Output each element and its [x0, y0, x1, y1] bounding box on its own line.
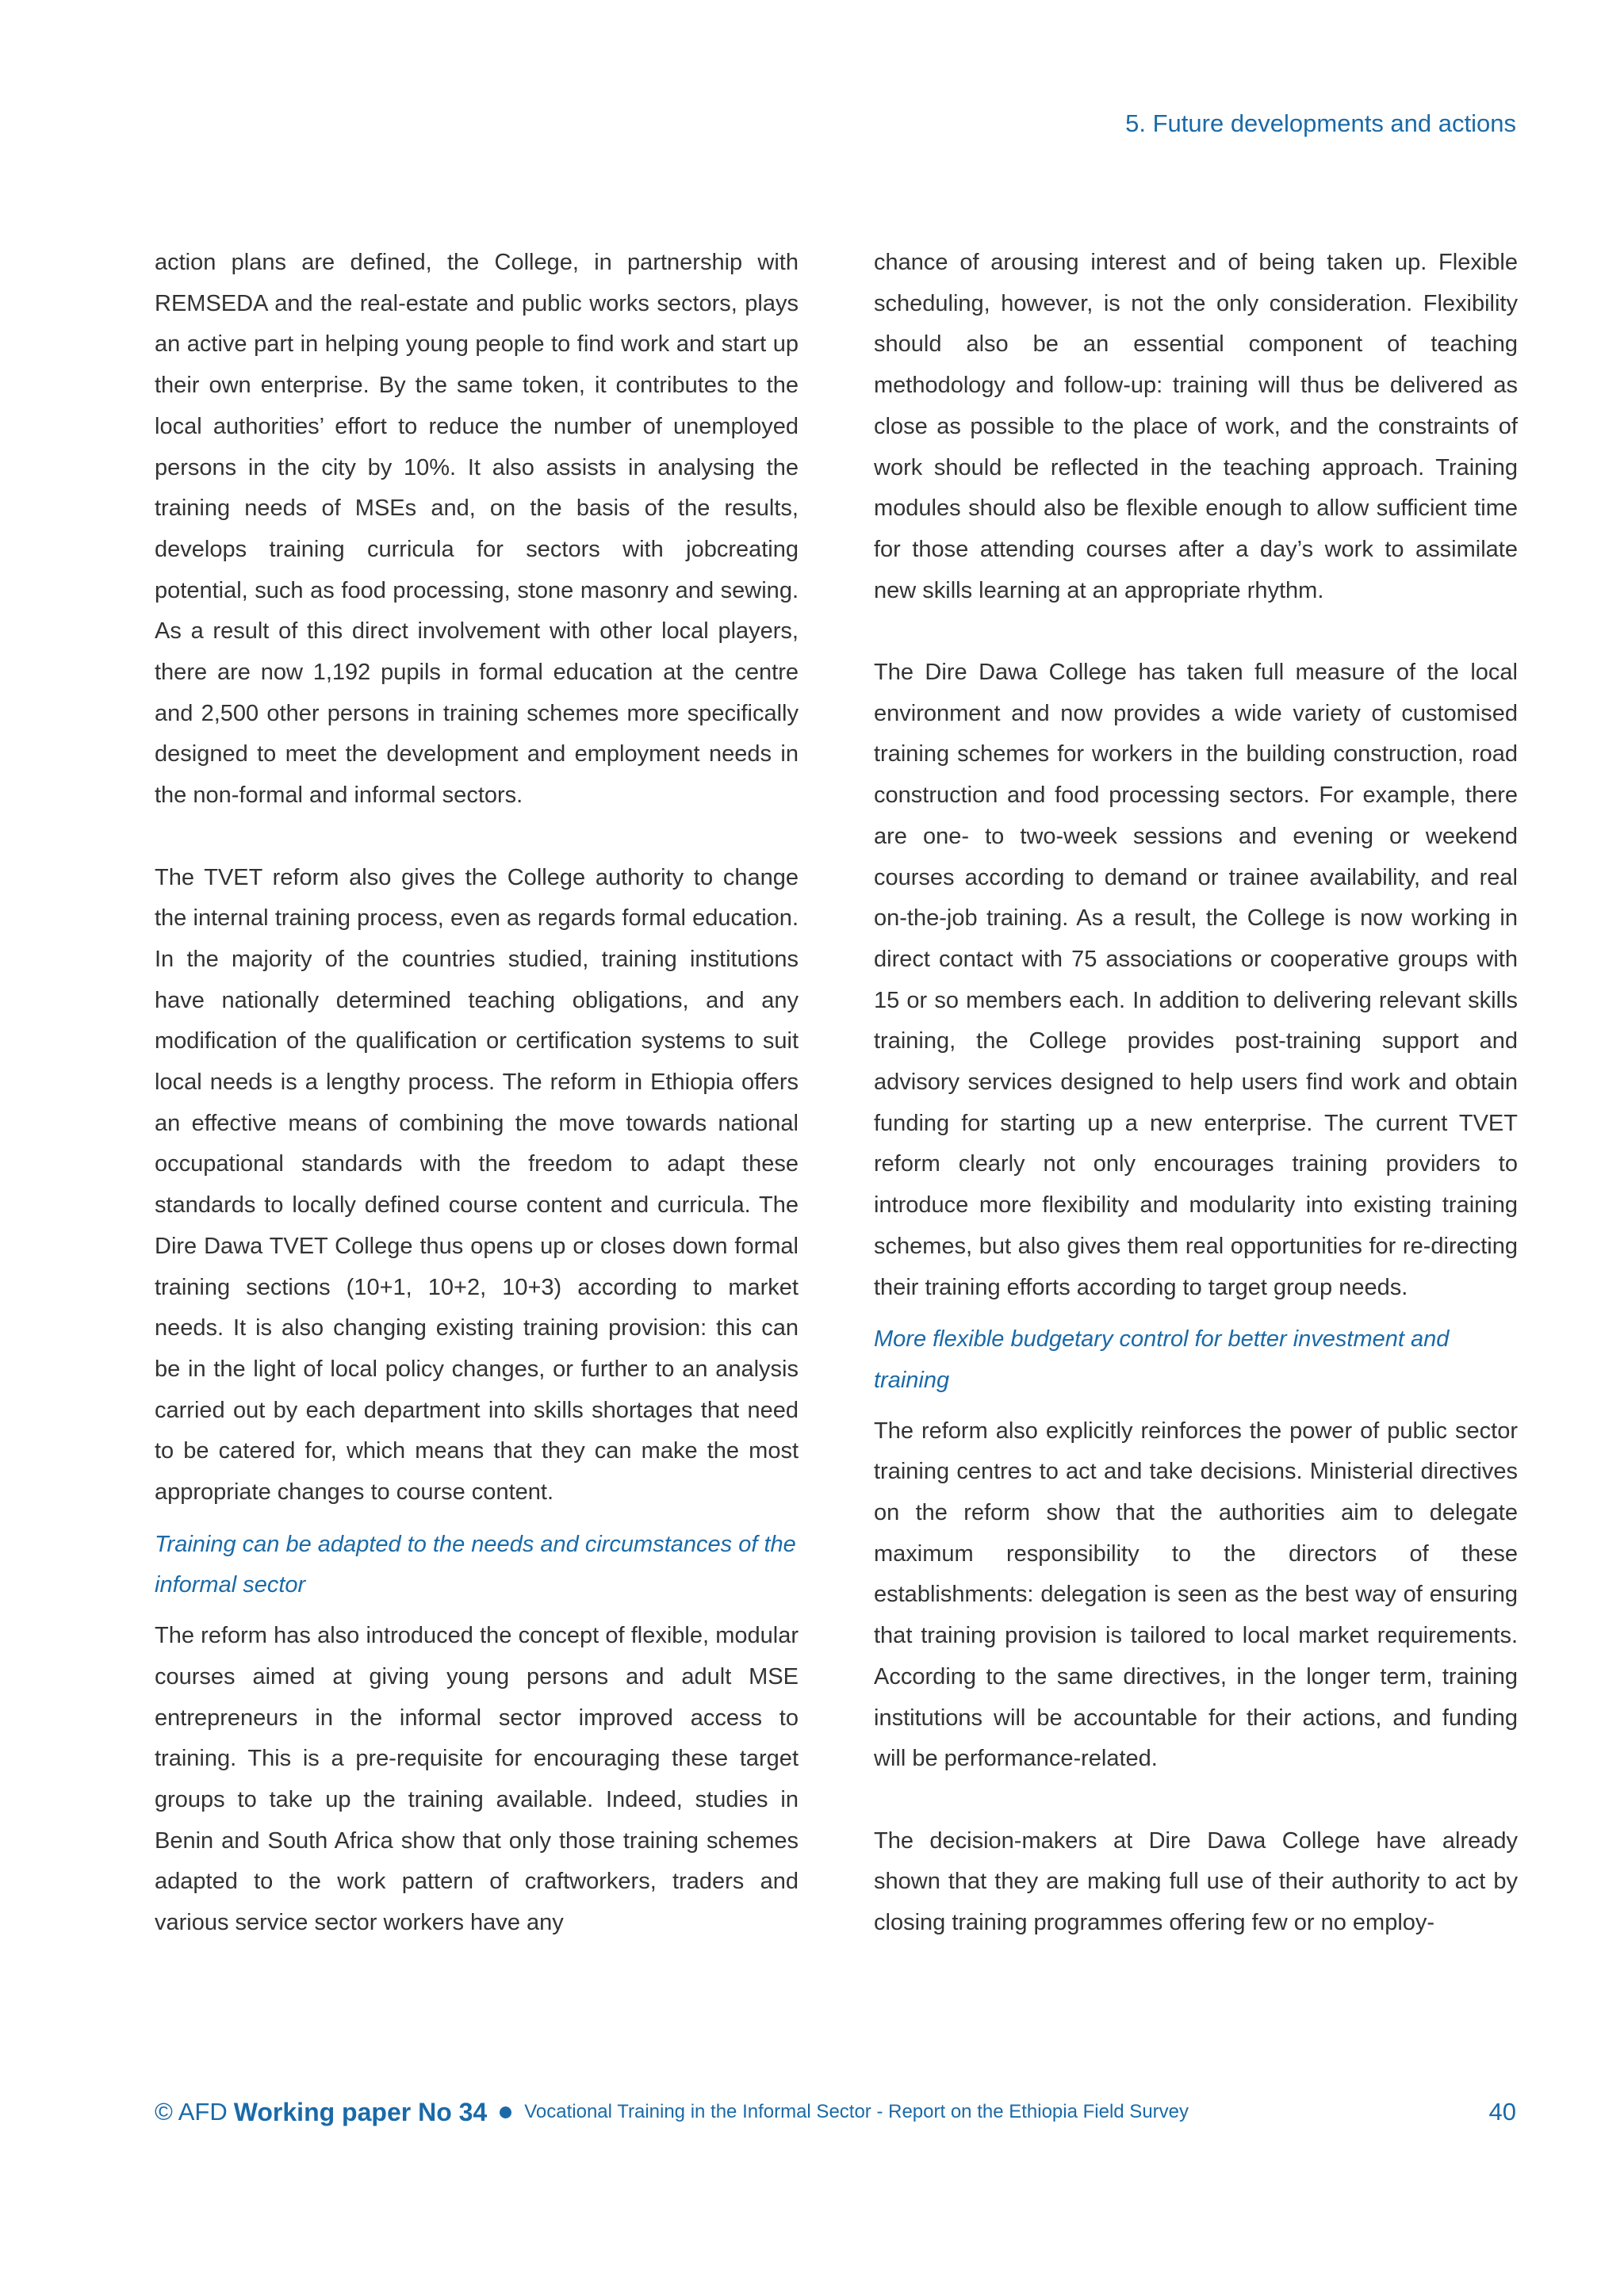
left-column — [155, 243, 799, 1944]
body-paragraph: The reform has also introduced the concept of flexible, modular courses aimed at giving young persons and adult MSE entrepreneurs in the informal sector improved access to training. This is a pre-requisite for encouraging these target groups to take up the training available. Indeed, studies in Benin and South Africa show that only those training schemes adapted to the work pattern of craftworkers, traders and various service sector workers have any — [155, 1623, 799, 1936]
section-heading: Training can be adapted to the needs and circumstances of the informal sector — [155, 1531, 796, 1598]
right-column — [874, 243, 1518, 1944]
body-paragraph: chance of arousing interest and of being taken up. Flexible scheduling, however, is not the only consideration. Flexibility should also be an essential component of teaching methodology and follow-up: training will thus be delivered as close as possible to the place of work, and the constraints of work should be reflected in the teaching approach. Training modules should also be flexible enough to allow sufficient time for those attending courses after a day’s work to assimilate new skills learning at an appropriate rhythm. — [874, 250, 1518, 603]
body-paragraph: The decision-makers at Dire Dawa College have already shown that they are making full use of their authority to act by closing training programmes offering few or no employ- — [874, 1827, 1518, 1936]
bullet-separator-icon — [500, 2107, 511, 2118]
footer-series-title: Working paper No 34 — [233, 2097, 488, 2126]
section-heading: More flexible budgetary control for better investment and training — [874, 1326, 1450, 1393]
page-number: 40 — [1488, 2098, 1516, 2126]
body-paragraph: The TVET reform also gives the College authority to change the internal training process, even as regards formal education. In the majority of the countries studied, training institutions have nationally determined teaching obligations, and any modification of the qualification or certification systems to suit local needs is a lengthy process. The reform in Ethiopia offers an effective means of combining the move towards national occupational standards with the freedom to adapt these standards to locally defined course content and curricula. The Dire Dawa TVET College thus opens up or closes down formal training sections (10+1, 10+2, 10+3) according to market needs. It is also changing existing training provision: this can be in the light of local policy changes, or further to an analysis carried out by each department into skills shortages that need to be catered for, which means that they can make the most appropriate changes to course content. — [155, 864, 799, 1506]
body-paragraph: action plans are defined, the College, in partnership with REMSEDA and the real-estate and public works sectors, plays an active part in helping young people to find work and start up their own enterprise. By the same token, it contributes to the local authorities’ effort to reduce the number of unemployed persons in the city by 10%. It also assists in analysing the training needs of MSEs and, on the basis of the results, develops training curricula for sectors with jobcreating potential, such as food processing, stone masonry and sewing. As a result of this direct involvement with other local players, there are now 1,192 pupils in formal education at the centre and 2,500 other persons in training schemes more specifically designed to meet the development and employment needs in the non-formal and informal sectors. — [155, 250, 799, 809]
running-header: 5. Future developments and actions — [1125, 109, 1516, 137]
page-footer — [155, 2093, 1516, 2131]
footer-copyright: © AFD — [155, 2098, 228, 2126]
body-paragraph: The reform also explicitly reinforces the power of public sector training centres to act and take decisions. Ministerial directives on the reform show that the authorities aim to delegate maximum responsibility to the directors of these establishments: delegation is seen as the best way of ensuring that training provision is tailored to local market requirements. According to the same directives, in the longer term, training institutions will be accountable for their actions, and funding will be performance-related. — [874, 1418, 1518, 1772]
footer-report-title: Vocational Training in the Informal Sector - Report on the Ethiopia Field Survey — [524, 2101, 1189, 2122]
body-paragraph: The Dire Dawa College has taken full measure of the local environment and now provides a wide variety of customised training schemes for workers in the building construction, road construction and food processing sectors. For example, there are one- to two-week sessions and evening or weekend courses according to demand or trainee availability, and real on-the-job training. As a result, the College is now working in direct contact with 75 associations or cooperative groups with 15 or so members each. In addition to delivering relevant skills training, the College provides post-training support and advisory services designed to help users find work and obtain funding for starting up a new enterprise. The current TVET reform clearly not only encourages training providers to introduce more flexibility and modularity into existing training schemes, but also gives them real opportunities for re-directing their training efforts according to target group needs. — [874, 660, 1518, 1300]
